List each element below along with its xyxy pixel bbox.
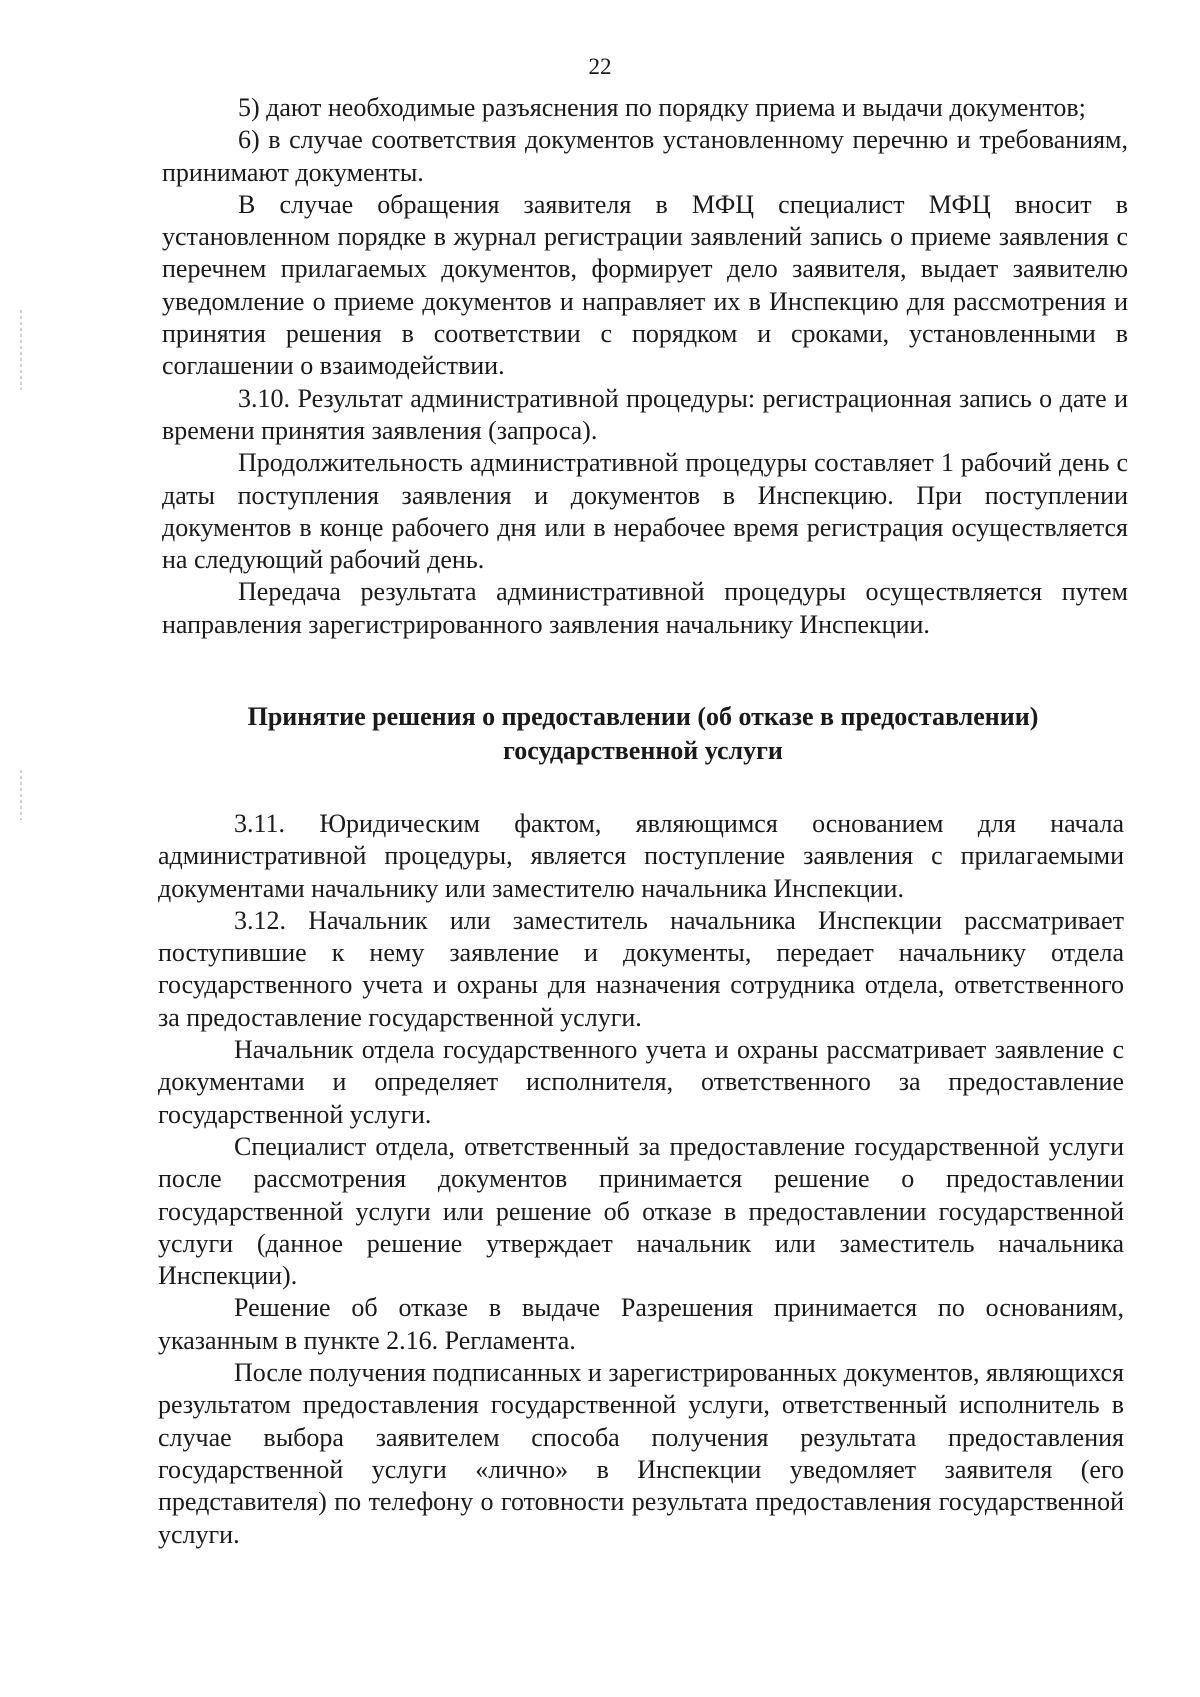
- paragraph: Передача результата административной процедуры осуществляется путем направления зарегистрированного заявления начальнику Инспекции.: [162, 577, 1128, 639]
- paragraph: Специалист отдела, ответственный за предоставление государственной услуги после рассмотрения документов принимается решение о предоставлении государственной услуги или решение об отказе в предоставлении государственной услуги (данное решение утверждает начальник или заместитель начальника Инспекции).: [158, 1131, 1124, 1291]
- scan-margin-mark: [20, 310, 22, 390]
- scan-margin-mark: [20, 770, 22, 820]
- section-heading: [160, 700, 1126, 768]
- paragraph: 3.12. Начальник или заместитель начальника Инспекции рассматривает поступившие к нему заявление и документы, передает начальнику отдела государственного учета и охраны для назначения сотрудника отдела, ответственного за предоставление государственной услуги.: [158, 905, 1124, 1032]
- paragraph: В случае обращения заявителя в МФЦ специалист МФЦ вносит в установленном порядке в журнал регистрации заявлений запись о приеме заявления с перечнем прилагаемых документов, формирует дело заявителя, выдает заявителю уведомление о приеме документов и направляет их в Инспекцию для рассмотрения и принятия решения в соответствии с порядком и сроками, установленными в соглашении о взаимодействии.: [162, 189, 1128, 381]
- section-heading-line: государственной услуги: [503, 736, 783, 765]
- paragraph: 3.11. Юридическим фактом, являющимся основанием для начала административной процедуры, является поступление заявления с прилагаемыми документами начальнику или заместителю начальника Инспекции.: [158, 809, 1124, 903]
- paragraph: Продолжительность административной процедуры составляет 1 рабочий день с даты поступления заявления и документов в Инспекцию. При поступлении документов в конце рабочего дня или в нерабочее время регистрация осуществляется на следующий рабочий день.: [162, 448, 1128, 575]
- paragraph: Начальник отдела государственного учета и охраны рассматривает заявление с документами и определяет исполнителя, ответственного за предоставление государственной услуги.: [158, 1035, 1124, 1129]
- page-number: 22: [588, 54, 612, 79]
- paragraph: После получения подписанных и зарегистрированных документов, являющихся результатом предоставления государственной услуги, ответственный исполнитель в случае выбора заявителем способа получения результата предоставления государственной услуги «лично» в Инспекции уведомляет заявителя (его представителя) по телефону о готовности результата предоставления государственной услуги.: [158, 1358, 1124, 1549]
- text-section-bottom: [158, 808, 1124, 1551]
- section-heading-line: Принятие решения о предоставлении (об отказе в предоставлении): [247, 702, 1039, 731]
- paragraph: 5) дают необходимые разъяснения по порядку приема и выдачи документов;: [238, 93, 1086, 122]
- text-section-top: [162, 92, 1128, 641]
- paragraph: 3.10. Результат административной процедуры: регистрационная запись о дате и времени принятия заявления (запроса).: [162, 383, 1128, 445]
- paragraph: 6) в случае соответствия документов установленному перечню и требованиям, принимают документы.: [162, 125, 1128, 187]
- paragraph: Решение об отказе в выдаче Разрешения принимается по основаниям, указанным в пункте 2.16. Регламента.: [158, 1293, 1124, 1355]
